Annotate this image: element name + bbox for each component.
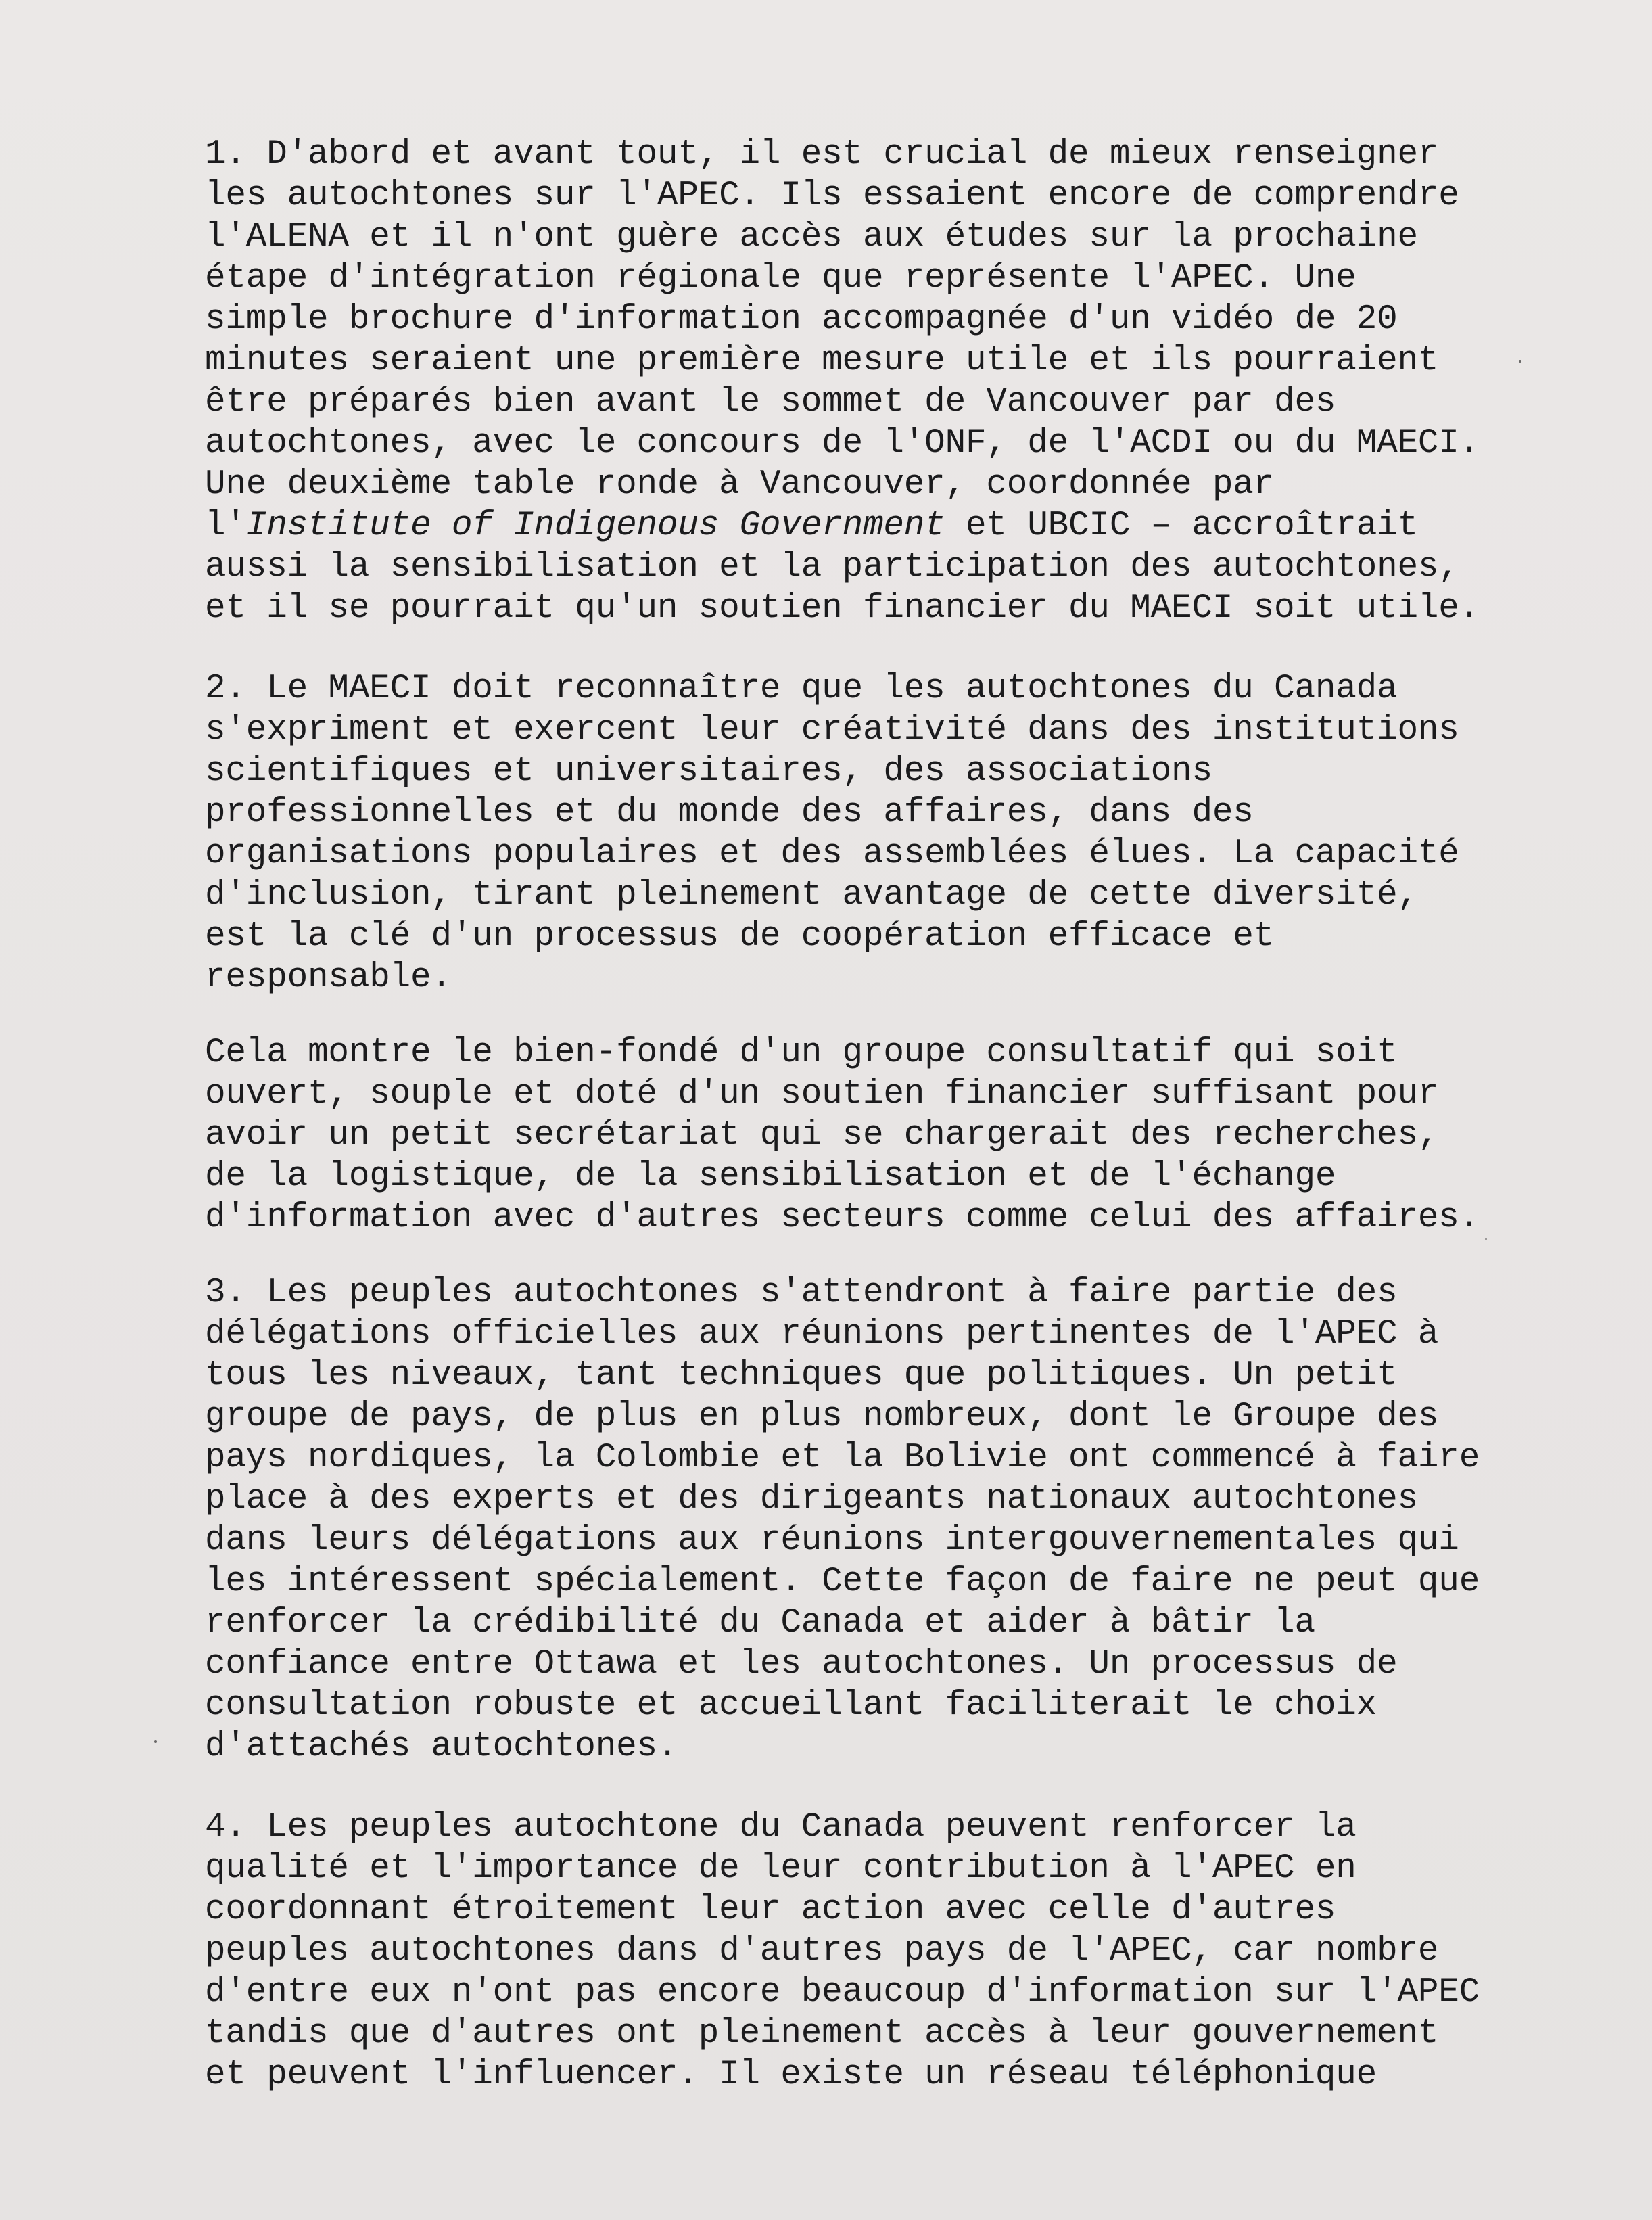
text-segment: délégations officielles aux réunions pertinentes de l'APEC à xyxy=(205,1315,1439,1354)
text-line xyxy=(205,1520,1530,1561)
text-segment: et il se pourrait qu'un soutien financier du MAECI soit utile. xyxy=(205,589,1480,628)
text-segment: tous les niveaux, tant techniques que politiques. Un petit xyxy=(205,1356,1398,1395)
text-line xyxy=(205,216,1530,258)
text-segment: 4. Les peuples autochtone du Canada peuvent renforcer la xyxy=(205,1808,1356,1847)
text-segment: avoir un petit secrétariat qui se chargerait des recherches, xyxy=(205,1116,1439,1155)
text-segment: ouvert, souple et doté d'un soutien financier suffisant pour xyxy=(205,1075,1439,1113)
text-segment: renforcer la crédibilité du Canada et aider à bâtir la xyxy=(205,1604,1315,1642)
text-line xyxy=(205,1437,1530,1479)
text-line xyxy=(205,505,1530,547)
paragraph-p2 xyxy=(205,668,1530,998)
paragraph-p1 xyxy=(205,134,1530,629)
text-segment: responsable. xyxy=(205,958,452,997)
paragraph-p5 xyxy=(205,1807,1530,2096)
text-line xyxy=(205,464,1530,505)
text-segment: tandis que d'autres ont pleinement accès à leur gouvernement xyxy=(205,2014,1439,2053)
text-line xyxy=(205,2054,1530,2096)
text-line xyxy=(205,1561,1530,1602)
text-segment: coordonnant étroitement leur action avec celle d'autres xyxy=(205,1891,1336,1929)
text-segment: organisations populaires et des assemblées élues. La capacité xyxy=(205,835,1459,873)
text-segment: place à des experts et des dirigeants nationaux autochtones xyxy=(205,1480,1418,1519)
text-line xyxy=(205,957,1530,998)
text-line xyxy=(205,668,1530,710)
text-segment: professionnelles et du monde des affaires, dans des xyxy=(205,793,1254,832)
text-segment: minutes seraient une première mesure utile et ils pourraient xyxy=(205,342,1439,380)
text-segment: l'ALENA et il n'ont guère accès aux études sur la prochaine xyxy=(205,218,1418,256)
text-line xyxy=(205,1115,1530,1156)
text-segment: groupe de pays, de plus en plus nombreux, dont le Groupe des xyxy=(205,1397,1439,1436)
text-line xyxy=(205,1156,1530,1197)
text-line xyxy=(205,1073,1530,1115)
text-line xyxy=(205,1602,1530,1644)
text-segment: et peuvent l'influencer. Il existe un réseau téléphonique xyxy=(205,2056,1377,2094)
text-segment: qualité et l'importance de leur contribution à l'APEC en xyxy=(205,1849,1356,1888)
paragraph-p3 xyxy=(205,1032,1530,1239)
text-line xyxy=(205,792,1530,833)
text-segment: simple brochure d'information accompagnée d'un vidéo de 20 xyxy=(205,300,1398,339)
text-line xyxy=(205,1355,1530,1396)
text-segment: et UBCIC – accroîtrait xyxy=(945,507,1418,545)
text-line xyxy=(205,423,1530,464)
text-segment: Une deuxième table ronde à Vancouver, coordonnée par xyxy=(205,465,1275,504)
text-segment: d'attachés autochtones. xyxy=(205,1728,678,1766)
text-line xyxy=(205,1685,1530,1726)
text-line xyxy=(205,710,1530,751)
text-line xyxy=(205,381,1530,423)
text-segment: les autochtones sur l'APEC. Ils essaient encore de comprendre xyxy=(205,177,1459,215)
text-segment: être préparés bien avant le sommet de Vancouver par des xyxy=(205,383,1336,421)
text-line xyxy=(205,1807,1530,1848)
text-segment: pays nordiques, la Colombie et la Bolivie ont commencé à faire xyxy=(205,1439,1480,1477)
document-body xyxy=(205,134,1530,2135)
text-line xyxy=(205,588,1530,629)
text-segment: d'entre eux n'ont pas encore beaucoup d'information sur l'APEC xyxy=(205,1973,1480,2012)
text-line xyxy=(205,1396,1530,1437)
scan-speck xyxy=(154,1740,157,1743)
text-line xyxy=(205,1032,1530,1073)
text-line xyxy=(205,1314,1530,1355)
text-line xyxy=(205,2013,1530,2054)
paragraph-p4 xyxy=(205,1272,1530,1767)
text-line xyxy=(205,833,1530,875)
text-segment: Cela montre le bien-fondé d'un groupe consultatif qui soit xyxy=(205,1034,1398,1072)
text-segment: est la clé d'un processus de coopération efficace et xyxy=(205,917,1275,956)
text-segment: 3. Les peuples autochtones s'attendront à faire partie des xyxy=(205,1274,1398,1312)
text-line xyxy=(205,340,1530,381)
text-line xyxy=(205,1644,1530,1685)
text-line xyxy=(205,258,1530,299)
text-line xyxy=(205,1197,1530,1239)
text-line xyxy=(205,175,1530,216)
text-segment: aussi la sensibilisation et la participation des autochtones, xyxy=(205,548,1459,586)
text-segment: autochtones, avec le concours de l'ONF, de l'ACDI ou du MAECI. xyxy=(205,424,1480,463)
text-segment: confiance entre Ottawa et les autochtones. Un processus de xyxy=(205,1645,1398,1684)
text-segment: de la logistique, de la sensibilisation et de l'échange xyxy=(205,1157,1336,1196)
text-line xyxy=(205,1930,1530,1972)
text-line xyxy=(205,547,1530,588)
text-segment: les intéressent spécialement. Cette façon de faire ne peut que xyxy=(205,1563,1480,1601)
text-line xyxy=(205,1726,1530,1767)
text-segment: peuples autochtones dans d'autres pays de l'APEC, car nombre xyxy=(205,1932,1439,1970)
text-line xyxy=(205,751,1530,792)
text-line xyxy=(205,1272,1530,1314)
text-segment: étape d'intégration régionale que représente l'APEC. Une xyxy=(205,259,1356,298)
text-segment: scientifiques et universitaires, des associations xyxy=(205,752,1212,791)
italic-title-text: Institute of Indigenous Government xyxy=(245,507,945,545)
text-segment: d'inclusion, tirant pleinement avantage de cette diversité, xyxy=(205,876,1418,915)
text-segment: d'information avec d'autres secteurs comme celui des affaires. xyxy=(205,1199,1480,1237)
text-line xyxy=(205,1889,1530,1930)
text-segment: 2. Le MAECI doit reconnaître que les autochtones du Canada xyxy=(205,670,1398,708)
text-line xyxy=(205,875,1530,916)
text-line xyxy=(205,1848,1530,1889)
text-line xyxy=(205,134,1530,175)
text-segment: dans leurs délégations aux réunions intergouvernementales qui xyxy=(205,1521,1459,1560)
text-line xyxy=(205,1972,1530,2013)
text-line xyxy=(205,299,1530,340)
text-segment: 1. D'abord et avant tout, il est crucial de mieux renseigner xyxy=(205,135,1439,174)
text-line xyxy=(205,916,1530,957)
text-segment: l' xyxy=(205,507,246,545)
text-segment: s'expriment et exercent leur créativité dans des institutions xyxy=(205,711,1459,749)
text-line xyxy=(205,1479,1530,1520)
text-segment: consultation robuste et accueillant faciliterait le choix xyxy=(205,1686,1377,1725)
